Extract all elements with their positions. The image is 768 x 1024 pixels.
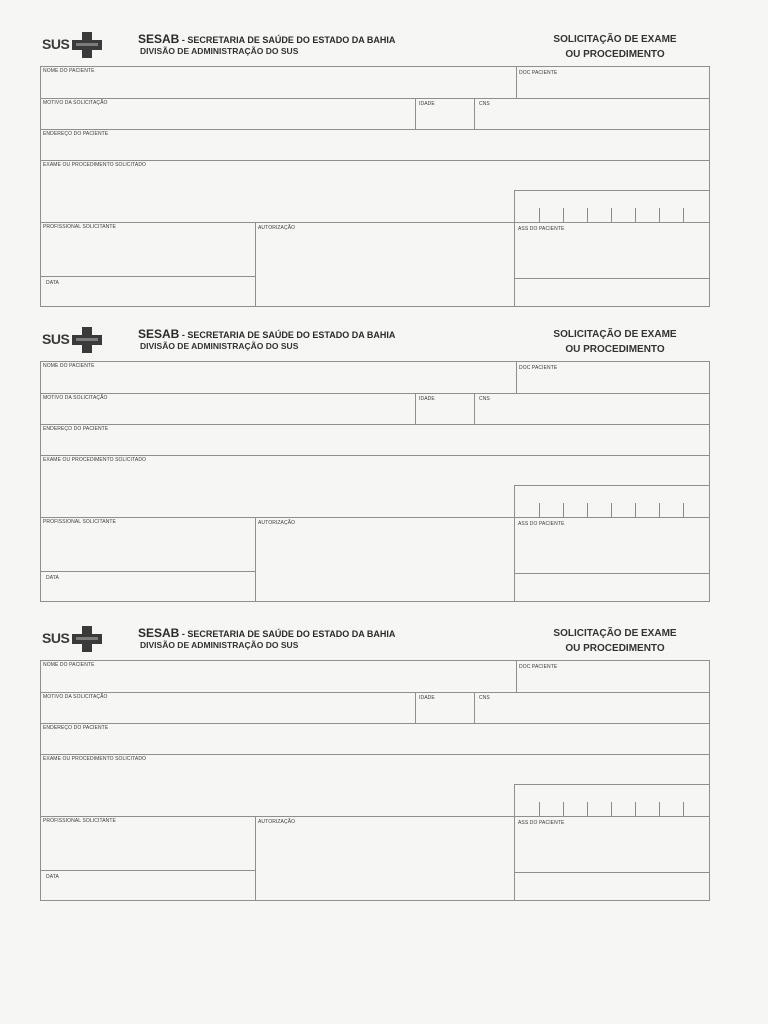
health-cross-icon [72, 327, 102, 353]
sus-logo [42, 32, 104, 58]
motivo-solicitacao-field[interactable] [41, 401, 414, 424]
label-cns: CNS [479, 695, 490, 701]
rule [40, 692, 710, 693]
form-title-line1: SOLICITAÇÃO DE EXAME [553, 329, 677, 340]
org-heading [138, 626, 395, 640]
motivo-solicitacao-field[interactable] [41, 106, 414, 129]
exam-request-form-1 [0, 32, 768, 332]
sus-logo-text: SUS [42, 36, 70, 52]
ass-paciente-field[interactable] [515, 527, 709, 573]
form-title-line2: OU PROCEDIMENTO [565, 49, 665, 60]
rule [514, 872, 710, 873]
rule [40, 754, 710, 755]
label-autorizacao: AUTORIZAÇÃO [258, 819, 296, 825]
idade-field[interactable] [416, 701, 474, 723]
rule [40, 129, 710, 130]
form-title [530, 626, 700, 656]
rule [40, 517, 710, 518]
motivo-solicitacao-field[interactable] [41, 700, 414, 723]
exame-procedimento-field[interactable] [41, 762, 513, 816]
rule [40, 98, 710, 99]
doc-paciente-field[interactable] [517, 371, 709, 393]
doc-paciente-field[interactable] [517, 670, 709, 692]
label-autorizacao: AUTORIZAÇÃO [258, 520, 296, 526]
label-ass-paciente: ASS DO PACIENTE [518, 820, 565, 826]
profissional-solicitante-field[interactable] [41, 824, 255, 870]
rule [514, 573, 710, 574]
sus-logo [42, 626, 104, 652]
rule [40, 306, 710, 307]
label-ass-paciente: ASS DO PACIENTE [518, 521, 565, 527]
cns-field[interactable] [475, 701, 709, 723]
data-field[interactable] [41, 880, 255, 900]
org-heading [138, 327, 395, 341]
division-name: DIVISÃO DE ADMINISTRAÇÃO DO SUS [140, 46, 299, 56]
nome-paciente-field[interactable] [41, 369, 515, 393]
division-name: DIVISÃO DE ADMINISTRAÇÃO DO SUS [140, 341, 299, 351]
form-title [530, 32, 700, 62]
org-acronym: SESAB [138, 327, 180, 341]
autorizacao-field[interactable] [256, 825, 514, 900]
rule [40, 276, 255, 277]
sus-logo [42, 327, 104, 353]
rule [40, 160, 710, 161]
label-profissional-solicitante: PROFISSIONAL SOLICITANTE [43, 224, 116, 230]
rule [40, 455, 710, 456]
label-data: DATA [46, 874, 59, 880]
data-field[interactable] [41, 581, 255, 601]
rule [514, 278, 710, 279]
label-exame-procedimento: EXAME OU PROCEDIMENTO SOLICITADO [43, 162, 147, 168]
endereco-paciente-field[interactable] [41, 137, 709, 160]
label-exame-procedimento: EXAME OU PROCEDIMENTO SOLICITADO [43, 457, 147, 463]
label-endereco-paciente: ENDEREÇO DO PACIENTE [43, 426, 109, 432]
label-idade: IDADE [419, 101, 435, 107]
cns-field[interactable] [475, 402, 709, 424]
rule [40, 660, 710, 661]
nome-paciente-field[interactable] [41, 668, 515, 692]
rule [40, 601, 710, 602]
form-title-line2: OU PROCEDIMENTO [565, 643, 665, 654]
exame-procedimento-field[interactable] [41, 168, 513, 222]
form-title [530, 327, 700, 357]
label-profissional-solicitante: PROFISSIONAL SOLICITANTE [43, 818, 116, 824]
org-acronym: SESAB [138, 32, 180, 46]
profissional-solicitante-field[interactable] [41, 525, 255, 571]
rule [40, 816, 710, 817]
label-motivo-solicitacao: MOTIVO DA SOLICITAÇÃO [43, 100, 108, 106]
autorizacao-field[interactable] [256, 231, 514, 306]
label-motivo-solicitacao: MOTIVO DA SOLICITAÇÃO [43, 694, 108, 700]
health-cross-icon [72, 32, 102, 58]
label-autorizacao: AUTORIZAÇÃO [258, 225, 296, 231]
label-endereco-paciente: ENDEREÇO DO PACIENTE [43, 725, 109, 731]
health-cross-icon [72, 626, 102, 652]
idade-field[interactable] [416, 402, 474, 424]
label-idade: IDADE [419, 396, 435, 402]
rule [40, 723, 710, 724]
doc-paciente-field[interactable] [517, 76, 709, 98]
label-ass-paciente: ASS DO PACIENTE [518, 226, 565, 232]
division-name: DIVISÃO DE ADMINISTRAÇÃO DO SUS [140, 640, 299, 650]
org-heading [138, 32, 395, 46]
nome-paciente-field[interactable] [41, 74, 515, 98]
data-boxes-field[interactable] [515, 785, 709, 816]
data-boxes-field[interactable] [515, 486, 709, 517]
label-profissional-solicitante: PROFISSIONAL SOLICITANTE [43, 519, 116, 525]
rule [40, 361, 710, 362]
profissional-solicitante-field[interactable] [41, 230, 255, 276]
rule [709, 660, 710, 900]
ass-paciente-field[interactable] [515, 232, 709, 278]
org-name: - SECRETARIA DE SAÚDE DO ESTADO DA BAHIA [179, 330, 396, 340]
rule [40, 393, 710, 394]
label-exame-procedimento: EXAME OU PROCEDIMENTO SOLICITADO [43, 756, 147, 762]
rule [40, 66, 710, 67]
autorizacao-field[interactable] [256, 526, 514, 601]
ass-paciente-field[interactable] [515, 826, 709, 872]
label-cns: CNS [479, 396, 490, 402]
form-title-line2: OU PROCEDIMENTO [565, 344, 665, 355]
label-nome-paciente: NOME DO PACIENTE [43, 662, 95, 668]
rule [709, 66, 710, 306]
cns-field[interactable] [475, 107, 709, 129]
label-doc-paciente: DOC PACIENTE [519, 664, 558, 670]
org-name: - SECRETARIA DE SAÚDE DO ESTADO DA BAHIA [179, 35, 396, 45]
label-motivo-solicitacao: MOTIVO DA SOLICITAÇÃO [43, 395, 108, 401]
label-doc-paciente: DOC PACIENTE [519, 365, 558, 371]
sus-logo-text: SUS [42, 331, 70, 347]
org-acronym: SESAB [138, 626, 180, 640]
exam-request-form-2 [0, 327, 768, 627]
data-field[interactable] [41, 286, 255, 306]
org-name: - SECRETARIA DE SAÚDE DO ESTADO DA BAHIA [179, 629, 396, 639]
label-idade: IDADE [419, 695, 435, 701]
form-title-line1: SOLICITAÇÃO DE EXAME [553, 34, 677, 45]
sus-logo-text: SUS [42, 630, 70, 646]
exam-request-form-3 [0, 626, 768, 926]
exame-procedimento-field[interactable] [41, 463, 513, 517]
label-nome-paciente: NOME DO PACIENTE [43, 363, 95, 369]
label-endereco-paciente: ENDEREÇO DO PACIENTE [43, 131, 109, 137]
label-nome-paciente: NOME DO PACIENTE [43, 68, 95, 74]
rule [40, 870, 255, 871]
form-title-line1: SOLICITAÇÃO DE EXAME [553, 628, 677, 639]
rule [40, 222, 710, 223]
endereco-paciente-field[interactable] [41, 731, 709, 754]
data-boxes-field[interactable] [515, 191, 709, 222]
idade-field[interactable] [416, 107, 474, 129]
rule [40, 900, 710, 901]
rule [709, 361, 710, 601]
label-cns: CNS [479, 101, 490, 107]
label-data: DATA [46, 280, 59, 286]
endereco-paciente-field[interactable] [41, 432, 709, 455]
label-doc-paciente: DOC PACIENTE [519, 70, 558, 76]
rule [40, 424, 710, 425]
rule [40, 571, 255, 572]
label-data: DATA [46, 575, 59, 581]
